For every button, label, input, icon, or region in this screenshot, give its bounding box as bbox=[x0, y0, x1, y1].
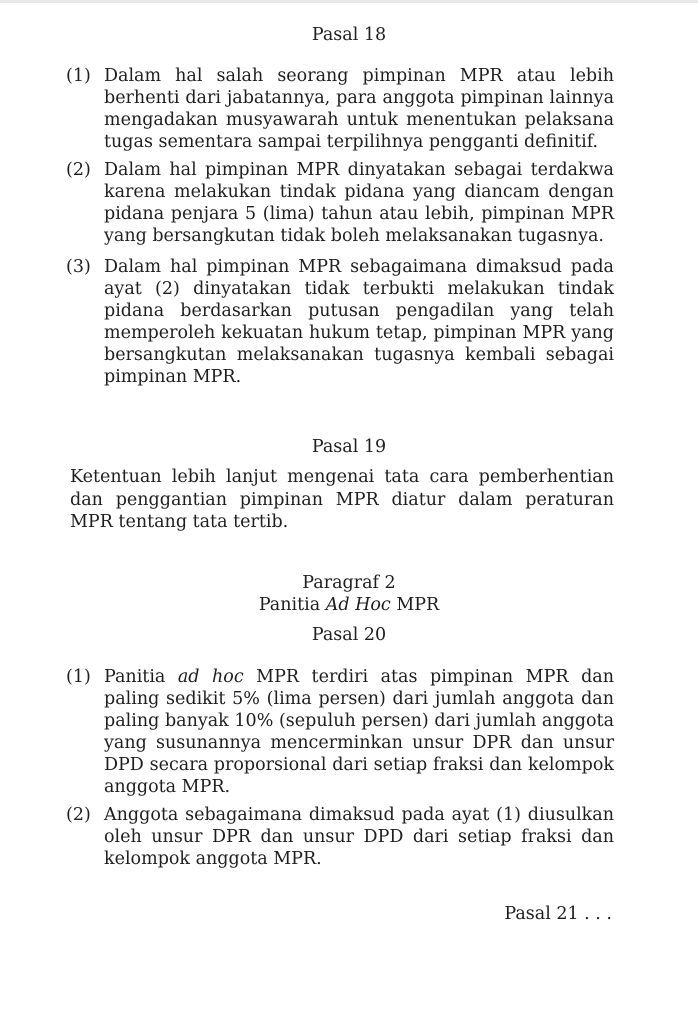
page-top-edge bbox=[0, 0, 698, 3]
subtitle-suffix: MPR bbox=[390, 595, 440, 615]
ayat-text-italic: ad hoc bbox=[177, 667, 244, 687]
ayat-number: (2) bbox=[66, 805, 91, 825]
ayat-text bbox=[104, 666, 614, 798]
pasal-18-ayat-2 bbox=[66, 159, 614, 247]
next-pasal-reference: Pasal 21 . . . bbox=[504, 904, 612, 924]
pasal-20-ayat-1 bbox=[66, 666, 614, 798]
ayat-text-prefix: Panitia bbox=[104, 667, 178, 687]
ayat-text: Dalam hal pimpinan MPR sebagaimana dimaksud pada ayat (2) dinyatakan tidak terbukti melakukan tindak pidana berdasarkan putusan pengadilan yang telah memperoleh kekuatan hukum tetap, pimpinan MPR yang bersangkutan melaksanakan tugasnya kembali sebagai pimpinan MPR. bbox=[104, 257, 614, 387]
subtitle-italic: Ad Hoc bbox=[325, 595, 391, 615]
pasal-18-ayat-3 bbox=[66, 256, 614, 388]
ayat-text: Anggota sebagaimana dimaksud pada ayat (1) diusulkan oleh unsur DPR dan unsur DPD dari setiap fraksi dan kelompok anggota MPR. bbox=[104, 805, 614, 869]
pasal-20-heading: Pasal 20 bbox=[311, 625, 387, 645]
ayat-number: (2) bbox=[66, 160, 91, 180]
ayat-text: Dalam hal pimpinan MPR dinyatakan sebagai terdakwa karena melakukan tindak pidana yang diancam dengan pidana penjara 5 (lima) tahun atau lebih, pimpinan MPR yang bersangkutan tidak boleh melaksanakan tugasnya. bbox=[104, 160, 614, 246]
ayat-number: (1) bbox=[66, 66, 91, 86]
paragraf-subtitle bbox=[0, 594, 698, 616]
ayat-text-rest: MPR terdiri atas pimpinan MPR dan paling sedikit 5% (lima persen) dari jumlah anggota dan paling banyak 10% (sepuluh persen) dari jumlah anggota yang susunannya mencerminkan unsur DPR dan unsur DPD secara proporsional dari setiap fraksi dan kelompok anggota MPR. bbox=[104, 667, 614, 797]
pasal-19-heading: Pasal 19 bbox=[311, 437, 387, 457]
pasal-18-heading: Pasal 18 bbox=[311, 25, 387, 45]
ayat-text: Dalam hal salah seorang pimpinan MPR atau lebih berhenti dari jabatannya, para anggota pimpinan lainnya mengadakan musyawarah untuk menentukan pelaksana tugas sementara sampai terpilihnya pengganti definitif. bbox=[104, 66, 614, 152]
pasal-19-text: Ketentuan lebih lanjut mengenai tata cara pemberhentian dan penggantian pimpinan MPR diatur dalam peraturan MPR tentang tata tertib. bbox=[70, 467, 614, 532]
ayat-number: (1) bbox=[66, 667, 91, 687]
pasal-20-ayat-2 bbox=[66, 804, 614, 870]
pasal-18-ayat-1 bbox=[66, 65, 614, 153]
ayat-number: (3) bbox=[66, 257, 91, 277]
paragraf-label: Paragraf 2 bbox=[302, 573, 396, 593]
subtitle-prefix: Panitia bbox=[258, 595, 326, 615]
